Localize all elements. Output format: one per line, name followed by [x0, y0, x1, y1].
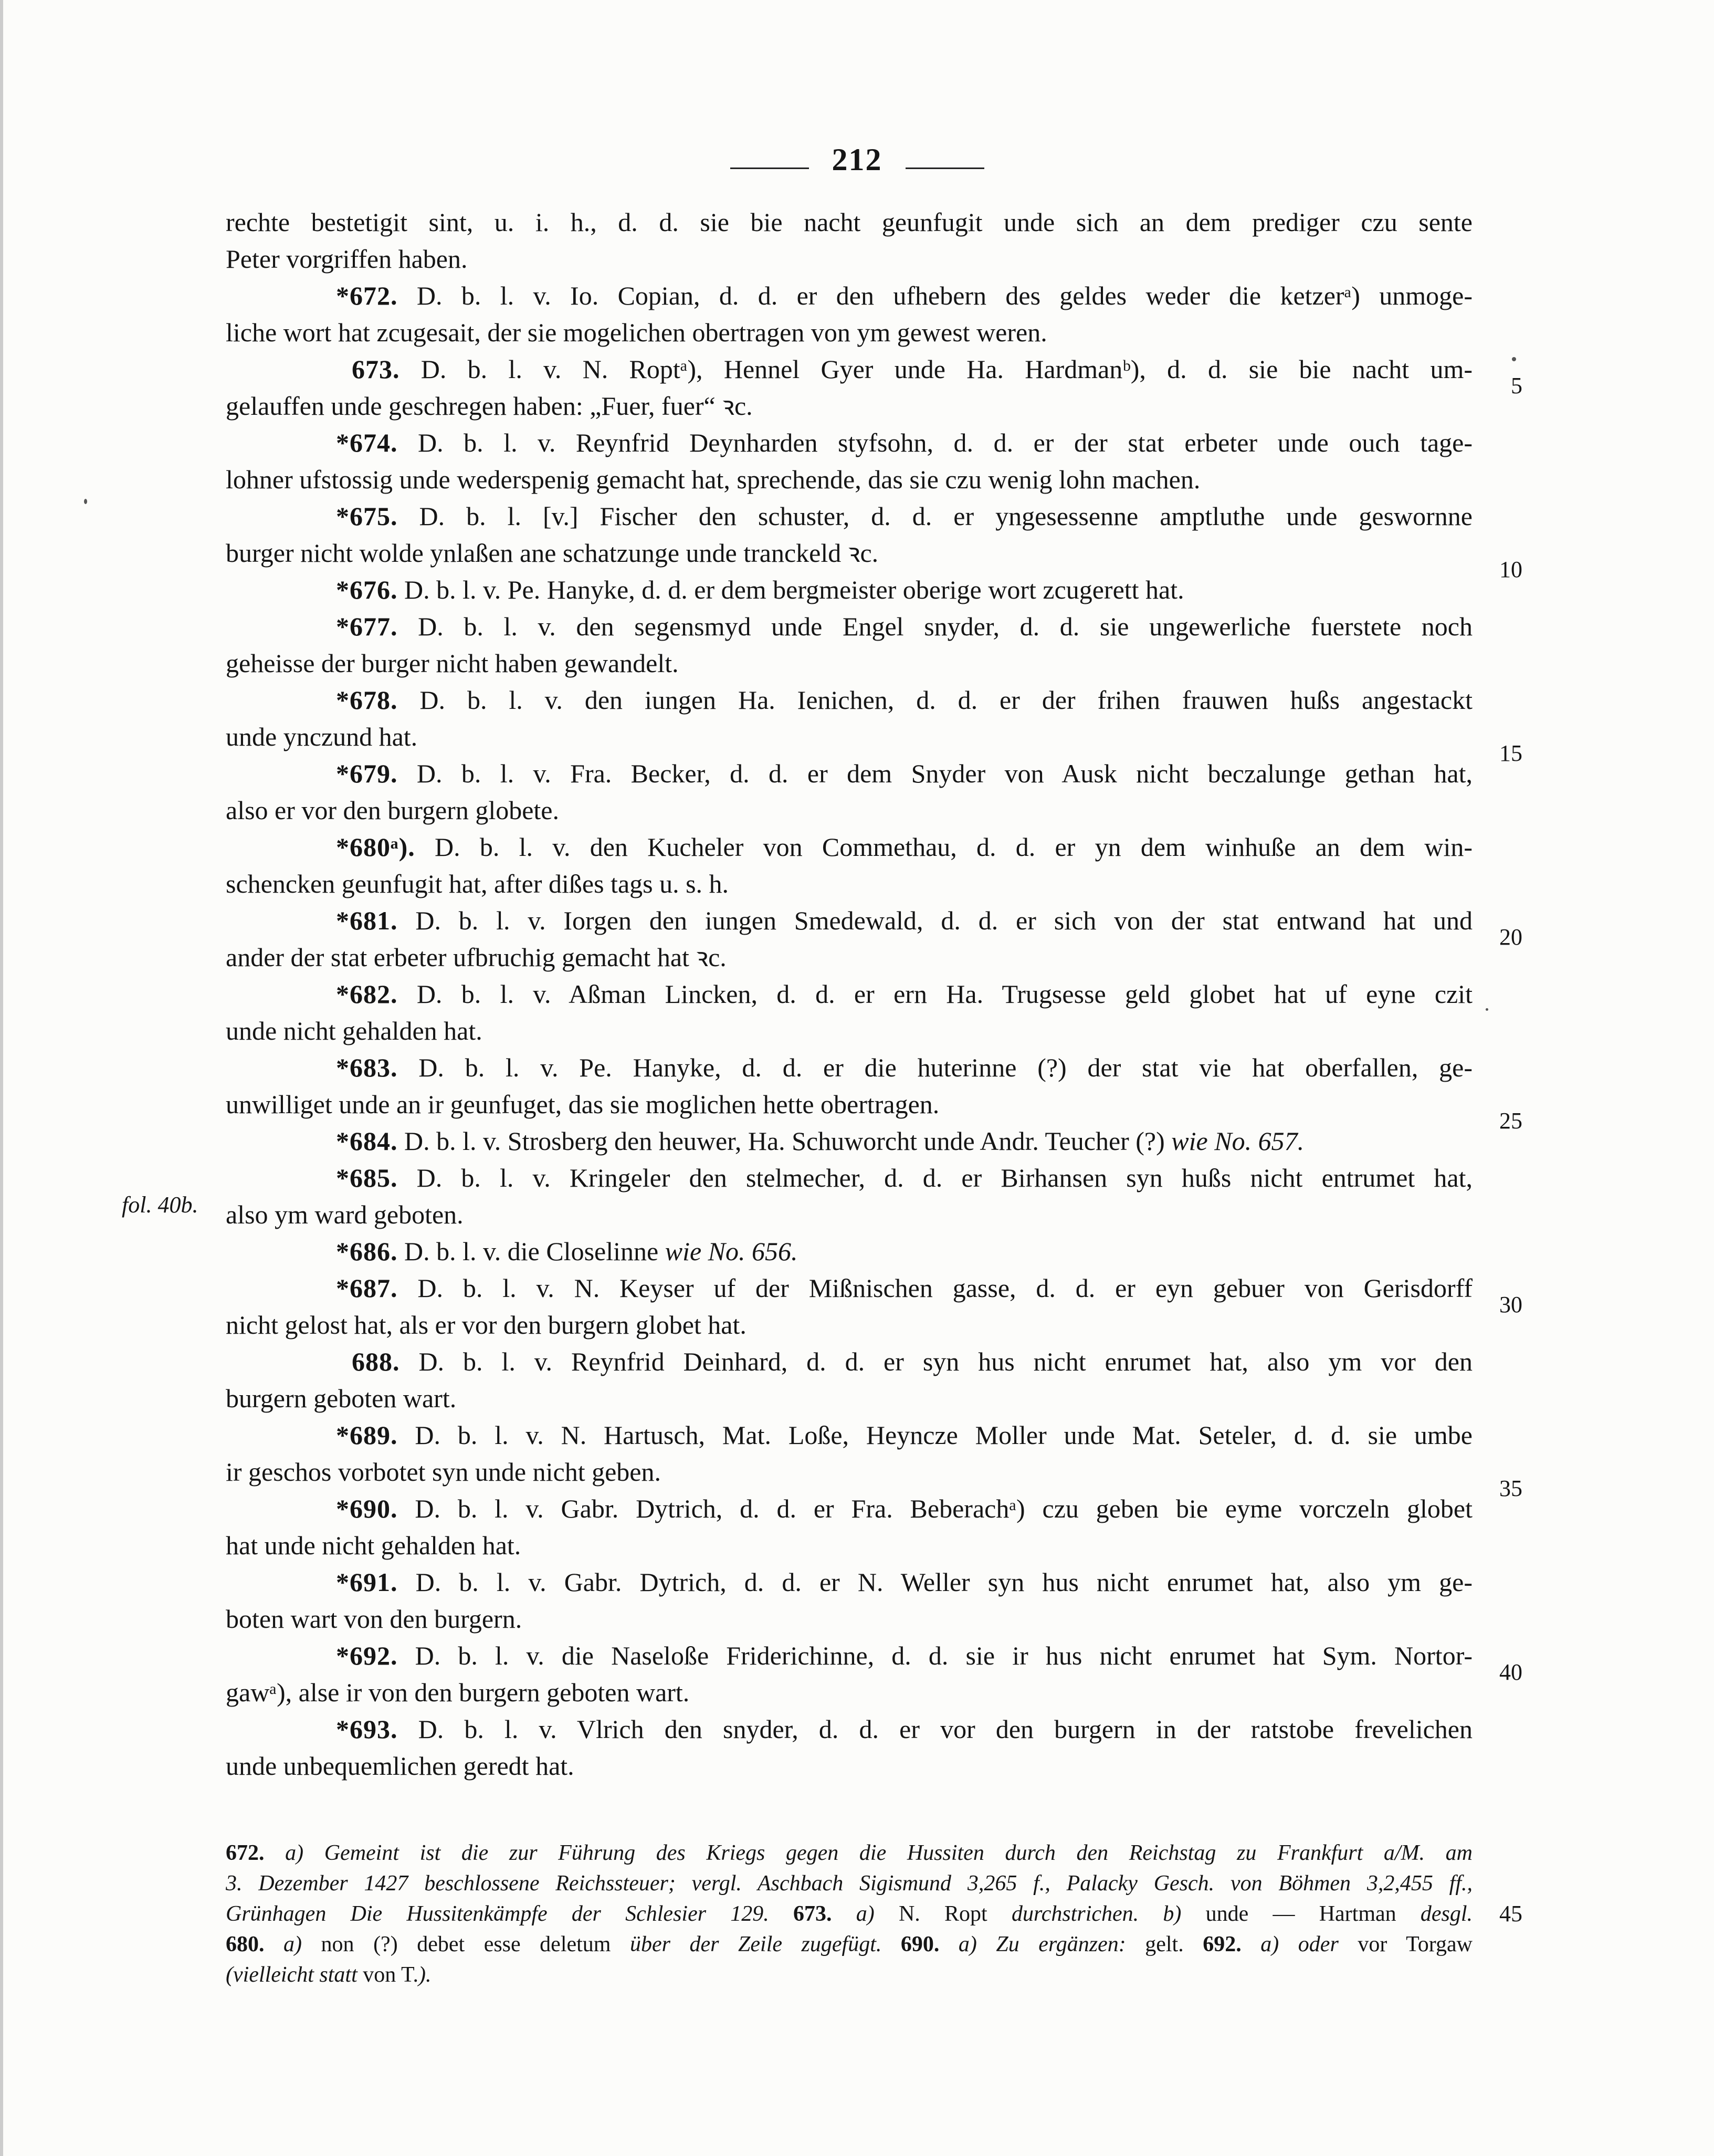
entry-text: burgern geboten wart. — [226, 1384, 457, 1413]
footnote-text: durchstrichen. b) — [987, 1902, 1206, 1926]
footnote-quote: N. Ropt — [898, 1902, 987, 1926]
footnote-text: 3. Dezember 1427 beschlossene Reichssteuer; vergl. Aschbach Sigismund 3,265 f., Palacky Gesch. von Böhmen 3,2,455 ff., — [226, 1871, 1473, 1896]
footnote-quote: unde — Hartman — [1205, 1902, 1396, 1926]
text-line — [226, 388, 1473, 424]
page-number: 212 — [832, 142, 882, 177]
entry-text: unwilliget unde an ir geunfuget, das sie moglichen hette obertragen. — [226, 1090, 940, 1119]
entry-number: *676. — [336, 575, 398, 604]
entry-text: geheisse der burger nicht haben gewandelt. — [226, 648, 679, 678]
text-line — [336, 755, 1473, 792]
entry-text: also er vor den burgern globete. — [226, 796, 559, 825]
footnote-text: a) — [264, 1932, 321, 1956]
footnote-text: a) Zu ergänzen: — [939, 1932, 1145, 1956]
text-line — [336, 1564, 1473, 1600]
text-line — [226, 535, 1473, 571]
entry-text: D. b. l. v. Fra. Becker, d. d. er dem Snyder von Ausk nicht beczalunge gethan hat, — [397, 759, 1473, 788]
entry-number: *675. — [336, 501, 398, 531]
text-line — [336, 1049, 1473, 1086]
entry-number: *690. — [336, 1494, 398, 1523]
footnote-line — [226, 1899, 1473, 1929]
footnote-ref: 680. — [226, 1932, 265, 1956]
entry-text: D. b. l. v. Vlrich den snyder, d. d. er vor den burgern in der ratstobe frevelichen — [397, 1714, 1473, 1744]
entry-text: D. b. l. v. die Closelinne — [397, 1237, 665, 1266]
text-line — [336, 829, 1473, 865]
footnote-ref: 673. — [793, 1902, 832, 1926]
text-line — [226, 314, 1473, 351]
text-line — [226, 1674, 1473, 1711]
text-line — [336, 902, 1473, 939]
entry-number: *687. — [336, 1273, 398, 1303]
text-line — [226, 865, 1473, 902]
entry-text: D. b. l. v. den segensmyd unde Engel snyder, d. d. sie ungewerliche fuerstete noch — [397, 612, 1473, 641]
text-line — [336, 424, 1473, 461]
margin-note: fol. 40b. — [122, 1192, 198, 1218]
footnote-ref: 672. — [226, 1841, 265, 1865]
entry-text: D. b. l. v. Aßman Lincken, d. d. er ern Ha. Trugsesse geld globet hat uf eyne czit — [397, 979, 1473, 1009]
footnote-quote: von T. — [363, 1963, 419, 1987]
scan-speck — [1512, 357, 1516, 361]
footnote-text: a) — [832, 1902, 899, 1926]
text-line — [226, 1306, 1473, 1343]
entry-text: ir geschos vorbotet syn unde nicht geben. — [226, 1457, 661, 1487]
text-line — [336, 1233, 1473, 1270]
entry-text: D. b. l. v. den iungen Ha. Ienichen, d. d. er der frihen frauwen hußs angestackt — [397, 685, 1473, 715]
footnote-line — [226, 1868, 1473, 1899]
footnote-text: desgl. — [1396, 1902, 1473, 1926]
entry-number: *674. — [336, 428, 398, 457]
line-number: 10 — [1499, 557, 1522, 582]
line-number: 40 — [1499, 1659, 1522, 1685]
cross-reference: wie No. 657. — [1171, 1126, 1305, 1156]
cross-reference: wie No. 656. — [665, 1237, 798, 1266]
text-line — [336, 1490, 1473, 1527]
text-line — [336, 1270, 1473, 1306]
footnote-line — [226, 1960, 1473, 1990]
entry-number: *691. — [336, 1567, 398, 1597]
text-line — [336, 1417, 1473, 1453]
entry-number: *693. — [336, 1714, 398, 1744]
line-number: 15 — [1499, 740, 1522, 766]
entry-text: D. b. l. v. Gabr. Dytrich, d. d. er Fra. Beberachᵃ) czu geben bie eyme vorczeln globet — [397, 1494, 1473, 1523]
line-number: 45 — [1499, 1901, 1522, 1927]
entry-text: gelauffen unde geschregen haben: „Fuer, fuer“ ꝛc. — [226, 391, 753, 421]
entry-text: D. b. l. v. Reynfrid Deynharden styfsohn, d. d. er der stat erbeter unde ouch tage- — [397, 428, 1473, 457]
text-line — [226, 1600, 1473, 1637]
line-number: 30 — [1499, 1292, 1522, 1317]
entry-number: *672. — [336, 281, 398, 310]
footnote-text — [1184, 1932, 1203, 1956]
footnote-text: Grünhagen Die Hussitenkämpfe der Schlesier 129. — [226, 1902, 769, 1926]
entry-text: boten wart von den burgern. — [226, 1604, 522, 1634]
entry-text: hat unde nicht gehalden hat. — [226, 1531, 521, 1560]
text-line — [336, 976, 1473, 1012]
text-line — [226, 939, 1473, 976]
entry-text: D. b. l. v. Kringeler den stelmecher, d. d. er Birhansen syn hußs nicht entrumet hat, — [397, 1163, 1473, 1192]
text-line — [226, 792, 1473, 829]
entry-text: Peter vorgriffen haben. — [226, 244, 468, 274]
text-line — [336, 571, 1473, 608]
footnote-text: a) Gemeint ist die zur Führung des Kriegs gegen die Hussiten durch den Reichstag zu Frankfurt a/M. am — [264, 1841, 1473, 1865]
entry-number: 688. — [352, 1347, 400, 1376]
footnote-ref: 692. — [1203, 1932, 1242, 1956]
line-number: 5 — [1511, 373, 1522, 399]
entry-text: D. b. l. v. Reynfrid Deinhard, d. d. er syn hus nicht enrumet hat, also ym vor den — [399, 1347, 1473, 1376]
entry-number: *682. — [336, 979, 398, 1009]
footnote-text: (vielleicht statt — [226, 1963, 363, 1987]
text-line — [336, 1711, 1473, 1747]
text-line — [226, 204, 1473, 240]
text-line — [352, 351, 1473, 388]
entry-text: D. b. l. v. Pe. Hanyke, d. d. er dem bergmeister oberige wort zcugerett hat. — [397, 575, 1184, 604]
entry-number: *689. — [336, 1420, 398, 1450]
entry-text: rechte bestetigit sint, u. i. h., d. d. sie bie nacht geunfugit unde sich an dem prediger czu sente — [226, 207, 1473, 237]
entry-text: D. b. l. v. Pe. Hanyke, d. d. er die huterinne (?) der stat vie hat oberfallen, ge- — [397, 1053, 1473, 1082]
entry-text: D. b. l. v. Io. Copian, d. d. er den ufhebern des geldes weder die ketzerᵃ) unmoge- — [397, 281, 1473, 310]
entry-text: liche wort hat zcugesait, der sie mogelichen obertragen von ym gewest weren. — [226, 318, 1047, 347]
text-line — [352, 1343, 1473, 1380]
entry-number: *686. — [336, 1237, 398, 1266]
text-line — [226, 645, 1473, 682]
entry-text: D. b. l. v. Gabr. Dytrich, d. d. er N. Weller syn hus nicht enrumet hat, also ym ge- — [397, 1567, 1473, 1597]
text-line — [336, 498, 1473, 535]
entry-text: D. b. l. [v.] Fischer den schuster, d. d. er yngesessenne amptluthe unde geswornne — [397, 501, 1473, 531]
entry-text: unde ynczund hat. — [226, 722, 418, 751]
entry-number: *685. — [336, 1163, 398, 1192]
entry-text: burger nicht wolde ynlaßen ane schatzunge unde tranckeld ꝛc. — [226, 538, 879, 568]
scan-speck — [1486, 1008, 1488, 1011]
entry-text: D. b. l. v. Strosberg den heuwer, Ha. Schuworcht unde Andr. Teucher (?) — [397, 1126, 1172, 1156]
header-rule-left — [730, 168, 809, 169]
entry-number: *683. — [336, 1053, 398, 1082]
text-line — [336, 682, 1473, 718]
entry-number: *679. — [336, 759, 398, 788]
text-line — [336, 1123, 1473, 1159]
line-number: 35 — [1499, 1475, 1522, 1501]
footnote-ref: 690. — [900, 1932, 940, 1956]
text-line — [226, 1453, 1473, 1490]
text-line — [336, 1159, 1473, 1196]
text-line — [226, 1012, 1473, 1049]
entry-text: unde unbequemlichen geredt hat. — [226, 1751, 574, 1781]
entry-text: D. b. l. v. Iorgen den iungen Smedewald, d. d. er sich von der stat entwand hat und — [397, 906, 1473, 935]
text-line — [336, 277, 1473, 314]
entry-text: D. b. l. v. N. Keyser uf der Mißnischen gasse, d. d. er eyn gebuer von Gerisdorff — [397, 1273, 1473, 1303]
text-line — [336, 1637, 1473, 1674]
footnote-quote: gelt. — [1145, 1932, 1184, 1956]
footnote-quote: vor Torgaw — [1358, 1932, 1473, 1956]
footnote-line — [226, 1838, 1473, 1868]
entry-number: *692. — [336, 1641, 398, 1670]
entry-text: schencken geunfugit hat, after dißes tags u. s. h. — [226, 869, 729, 898]
entry-text: ander der stat erbeter ufbruchig gemacht hat ꝛc. — [226, 943, 727, 972]
entry-number: *677. — [336, 612, 398, 641]
footnote-text: a) oder — [1241, 1932, 1358, 1956]
text-line — [226, 718, 1473, 755]
text-line — [336, 608, 1473, 645]
text-line — [226, 461, 1473, 498]
text-line — [226, 1527, 1473, 1564]
entry-text: lohner ufstossig unde wederspenig gemacht hat, sprechende, das sie czu wenig lohn machen. — [226, 465, 1201, 494]
entry-number: *681. — [336, 906, 398, 935]
line-number: 20 — [1499, 924, 1522, 950]
entry-number: 673. — [352, 354, 400, 384]
line-number: 25 — [1499, 1108, 1522, 1134]
text-line — [226, 1380, 1473, 1417]
entry-text: D. b. l. v. N. Hartusch, Mat. Loße, Heyncze Moller unde Mat. Seteler, d. d. sie umbe — [397, 1420, 1473, 1450]
scan-speck — [84, 499, 87, 504]
text-line — [226, 1196, 1473, 1233]
footnote-quote: non (?) debet esse deletum — [321, 1932, 611, 1956]
entry-text: D. b. l. v. den Kucheler von Commethau, d. d. er yn dem winhuße an dem win- — [415, 832, 1473, 862]
text-line — [226, 1747, 1473, 1784]
scan-edge — [0, 0, 3, 2156]
text-line — [226, 240, 1473, 277]
footnote-text: über der Zeile zugefügt. — [611, 1932, 901, 1956]
entry-text: also ym ward geboten. — [226, 1200, 464, 1229]
page-header — [0, 142, 1714, 178]
entry-text: nicht gelost hat, als er vor den burgern globet hat. — [226, 1310, 746, 1339]
entry-text: gawᵃ), alse ir von den burgern geboten wart. — [226, 1678, 690, 1707]
entry-number: *678. — [336, 685, 398, 715]
footnote-line — [226, 1929, 1473, 1960]
footnote-text: ). — [418, 1963, 432, 1987]
text-line — [226, 1086, 1473, 1123]
entry-text: D. b. l. v. N. Roptᵃ), Hennel Gyer unde Ha. Hardmanᵇ), d. d. sie bie nacht um- — [399, 354, 1473, 384]
entry-text: unde nicht gehalden hat. — [226, 1016, 482, 1045]
entry-number: *680ᵃ). — [336, 832, 415, 862]
header-rule-right — [906, 168, 984, 169]
entry-text: D. b. l. v. die Naseloße Friderichinne, d. d. sie ir hus nicht enrumet hat Sym. Nortor- — [397, 1641, 1473, 1670]
entry-number: *684. — [336, 1126, 398, 1156]
